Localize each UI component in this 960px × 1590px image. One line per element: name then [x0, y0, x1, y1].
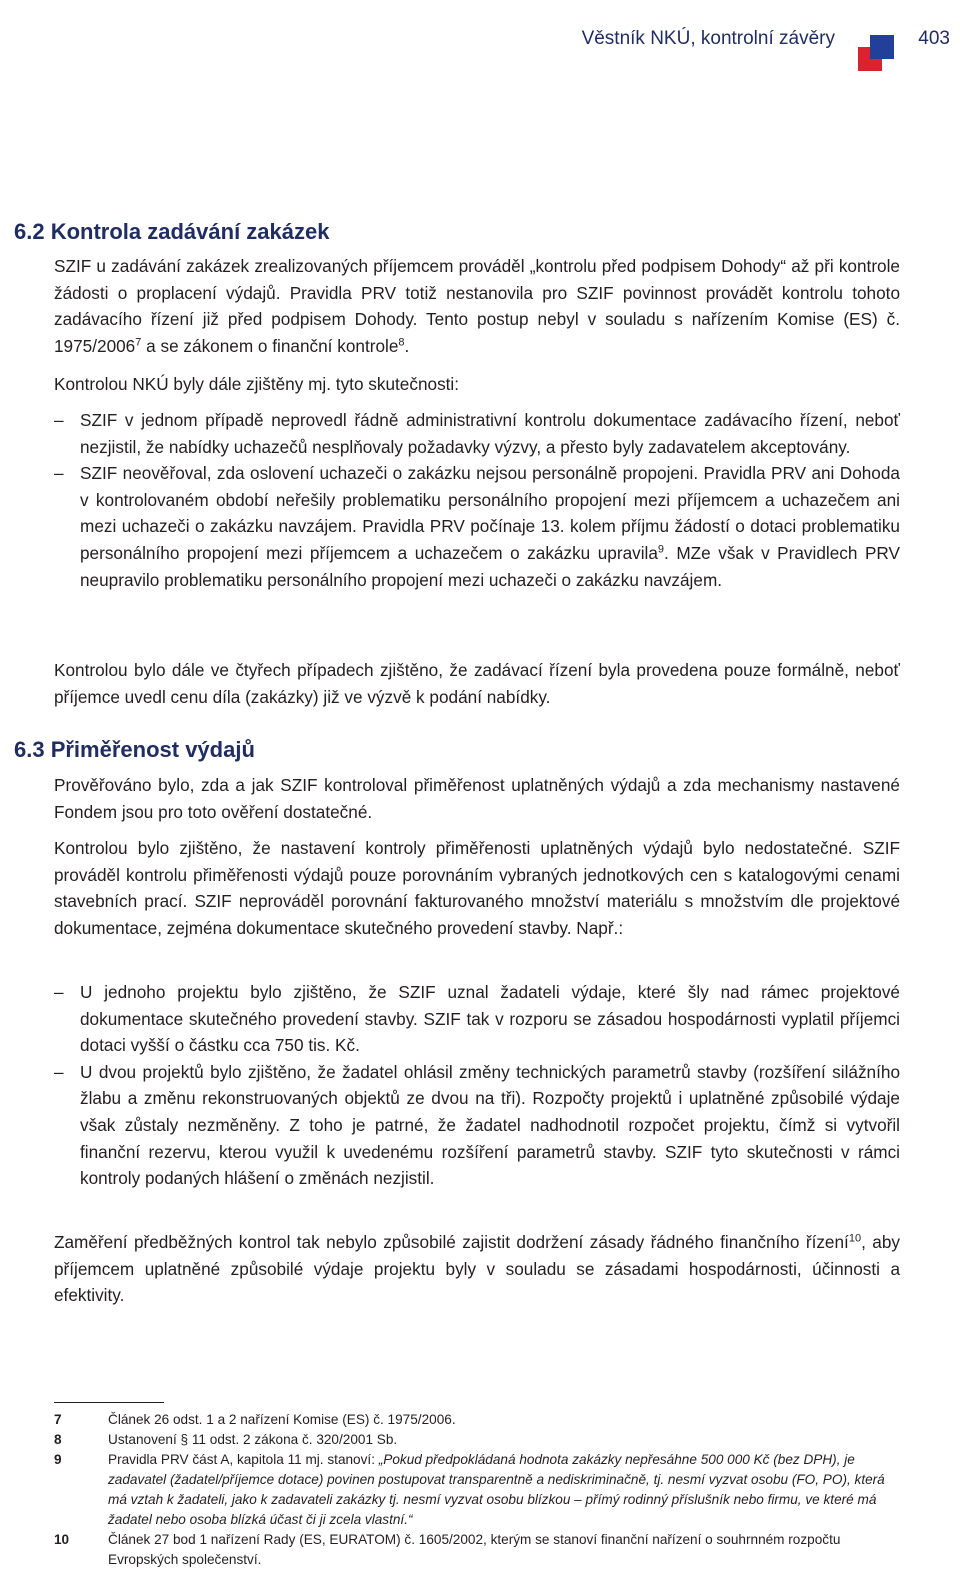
- section-6-2-paragraph-1: SZIF u zadávání zakázek zrealizovaných příjemcem prováděl „kontrolu před podpisem Dohody“ až při kontrole žádosti o proplacení výdajů. Pravidla PRV totiž nestanovila pro SZIF povinnost provádět kontrolu tohoto zadávacího řízení již před podpisem Dohody. Tento postup nebyl v souladu s nařízením Komise (ES) č. 1975/2006$^7$ a se zákonem o finanční kontrole$^8$.: [54, 256, 900, 356]
- list-item: – SZIF neověřoval, zda oslovení uchazeči o zakázku nejsou personálně propojeni. Pravidla PRV ani Dohoda v kontrolovaném období neřešily problematiku personálního propojení mezi příjemcem a uchazečem ani mezi uchazeči o zakázku navzájem. Pravidla PRV počínaje 13. kolem příjmu žádostí o dotaci problematiku personálního propojení mezi příjemcem a uchazečem o zakázku upravila$^9$. MZe však v Pravidlech PRV neupravilo problematiku personálního propojení mezi uchazeči o zakázku navzájem.: [54, 463, 900, 590]
- footnote-7: 7 Článek 26 odst. 1 a 2 nařízení Komise (ES) č. 1975/2006.: [54, 1412, 456, 1427]
- page-number: 403: [918, 28, 950, 49]
- footnote-9: 9 Pravidla PRV část A, kapitola 11 mj. stanoví: „Pokud předpokládaná hodnota zakázky nepřesáhne 500 000 Kč (bez DPH), je zadavatel (žadatel/příjemce dotace) povinen postupovat transparentně a nediskriminačně, tj. nesmí vyzvat osobu (FO, PO), která má vztah k žadateli, jako k zadavateli zakázky tj. nesmí vyzvat osobu blízkou – přímý rodinný příslušník nebo firmu, ve které má žadatel nebo osoba blízká účast či ji zcela vlastní.“: [54, 1452, 885, 1527]
- list-item: – U jednoho projektu bylo zjištěno, že SZIF uznal žadateli výdaje, které šly nad rámec projektové dokumentace skutečného provedení stavby. SZIF tak v rozporu se zásadou hospodárnosti vyplatil příjemci dotaci vyšší o částku cca 750 tis. Kč.: [54, 982, 900, 1056]
- footnote-ref-8: 8: [398, 336, 405, 349]
- page-header: [0, 28, 960, 58]
- section-6-3-paragraph-2: Kontrolou bylo zjištěno, že nastavení kontroly přiměřenosti uplatněných výdajů bylo nedostatečné. SZIF prováděl kontrolu přiměřenosti výdajů pouze porovnáním vybraných jednotkových cen s katalogovými cenami stavebních prací. SZIF neprováděl porovnání fakturovaného množství materiálu s množstvím dle projektové dokumentace, zejména dokumentace skutečného provedení stavby. Např.:: [54, 838, 900, 938]
- section-6-3-bullet-list: [54, 979, 900, 1192]
- footnote-separator: [54, 1402, 164, 1403]
- footnote-ref-9: 9: [657, 543, 665, 556]
- footnote-ref-7: 7: [135, 336, 142, 349]
- publication-title: Věstník NKÚ, kontrolní závěry: [581, 28, 835, 49]
- list-item: – SZIF v jednom případě neprovedl řádně administrativní kontrolu dokumentace zadávacího řízení, neboť nezjistil, že nabídky uchazečů nesplňovaly požadavky výzvy, a přesto byly zadavatelem akceptovány.: [54, 410, 900, 457]
- section-6-2-heading: 6.2 Kontrola zadávání zakázek: [14, 219, 330, 244]
- footnote-ref-10: 10: [848, 1232, 862, 1245]
- section-6-3-paragraph-3: Zaměření předběžných kontrol tak nebylo způsobilé zajistit dodržení zásady řádného finančního řízení$^{10}$, aby příjemcem uplatněné způsobilé výdaje projektu byly v souladu se zásadami hospodárnosti, účinnosti a efektivity.: [54, 1232, 900, 1306]
- section-6-3-paragraph-1: Prověřováno bylo, zda a jak SZIF kontroloval přiměřenost uplatněných výdajů a zda mechanismy nastavené Fondem jsou pro toto ověření dostatečné.: [54, 775, 900, 822]
- footnote-8: 8 Ustanovení § 11 odst. 2 zákona č. 320/2001 Sb.: [54, 1432, 398, 1447]
- list-item: – U dvou projektů bylo zjištěno, že žadatel ohlásil změny technických parametrů stavby (rozšíření silážního žlabu a změnu rekonstruovaných objektů ze dvou na tři). Rozpočty projektů i uplatněné způsobilé výdaje však zůstaly nezměněny. Z toho je patrné, že žadatel nadhodnotil rozpočet projektu, čímž si vytvořil finanční rezervu, kterou využil k uvedenému rozšíření parametrů stavby. SZIF tyto skutečnosti v rámci kontroly podaných hlášení o změnách nezjistil.: [54, 1061, 900, 1189]
- footnote-10: 10 Článek 27 bod 1 nařízení Rady (ES, EURATOM) č. 1605/2002, kterým se stanoví finanční nařízení o souhrnném rozpočtu Evropských společenství.: [54, 1532, 841, 1567]
- section-6-2-paragraph-3: Kontrolou bylo dále ve čtyřech případech zjištěno, že zadávací řízení byla provedena pouze formálně, neboť příjemce uvedl cenu díla (zakázky) již ve výzvě k podání nabídky.: [54, 660, 900, 707]
- logo-blue-square: [870, 35, 894, 59]
- section-6-2-paragraph-2: Kontrolou NKÚ byly dále zjištěny mj. tyto skutečnosti:: [54, 374, 460, 394]
- nku-logo: [858, 34, 898, 74]
- footnotes: [54, 1410, 900, 1570]
- section-6-3-heading: 6.3 Přiměřenost výdajů: [14, 737, 255, 762]
- section-6-2-bullet-list: [54, 407, 900, 593]
